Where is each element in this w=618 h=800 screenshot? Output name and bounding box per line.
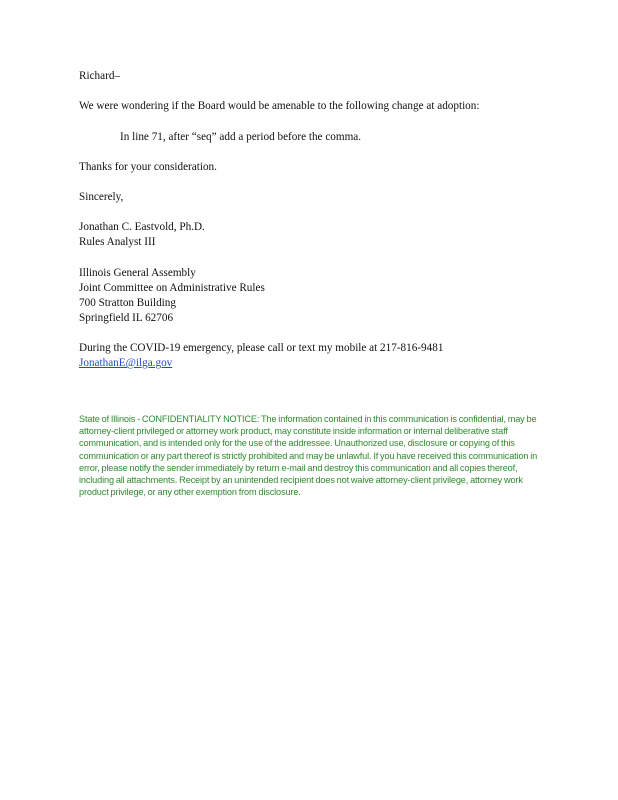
organization-name: Illinois General Assembly xyxy=(79,267,196,279)
address-line-1: 700 Stratton Building xyxy=(79,297,176,309)
salutation: Richard– xyxy=(79,70,121,82)
thanks-line: Thanks for your consideration. xyxy=(79,161,217,173)
signature-name: Jonathan C. Eastvold, Ph.D. xyxy=(79,221,205,233)
address-line-2: Springfield IL 62706 xyxy=(79,312,174,324)
requested-change: In line 71, after “seq” add a period before the comma. xyxy=(120,131,362,143)
intro-paragraph: We were wondering if the Board would be amenable to the following change at adoption: xyxy=(79,100,480,112)
email-link[interactable]: JonathanE@ilga.gov xyxy=(79,357,173,369)
covid-contact-note: During the COVID-19 emergency, please call or text my mobile at 217-816-9481 xyxy=(79,342,444,354)
committee-name: Joint Committee on Administrative Rules xyxy=(79,282,265,294)
email-line xyxy=(79,356,172,371)
confidentiality-notice: State of Illinois - CONFIDENTIALITY NOTICE: The information contained in this communication is confidential, may be attorney-client privileged or attorney work product, may constitute inside information or internal deliberative staff communication, and is intended only for the use of the addressee. Unauthorized use, disclosure or copying of this communication or any part thereof is strictly prohibited and may be unlawful. If you have received this communication in error, please notify the sender immediately by return e-mail and destroy this communication and all copies thereof, including all attachments. Receipt by an unintended recipient does not waive attorney-client privilege, attorney work product privilege, or any other exemption from disclosure. xyxy=(79,414,538,498)
signature-title: Rules Analyst III xyxy=(79,236,156,248)
closing: Sincerely, xyxy=(79,191,124,203)
